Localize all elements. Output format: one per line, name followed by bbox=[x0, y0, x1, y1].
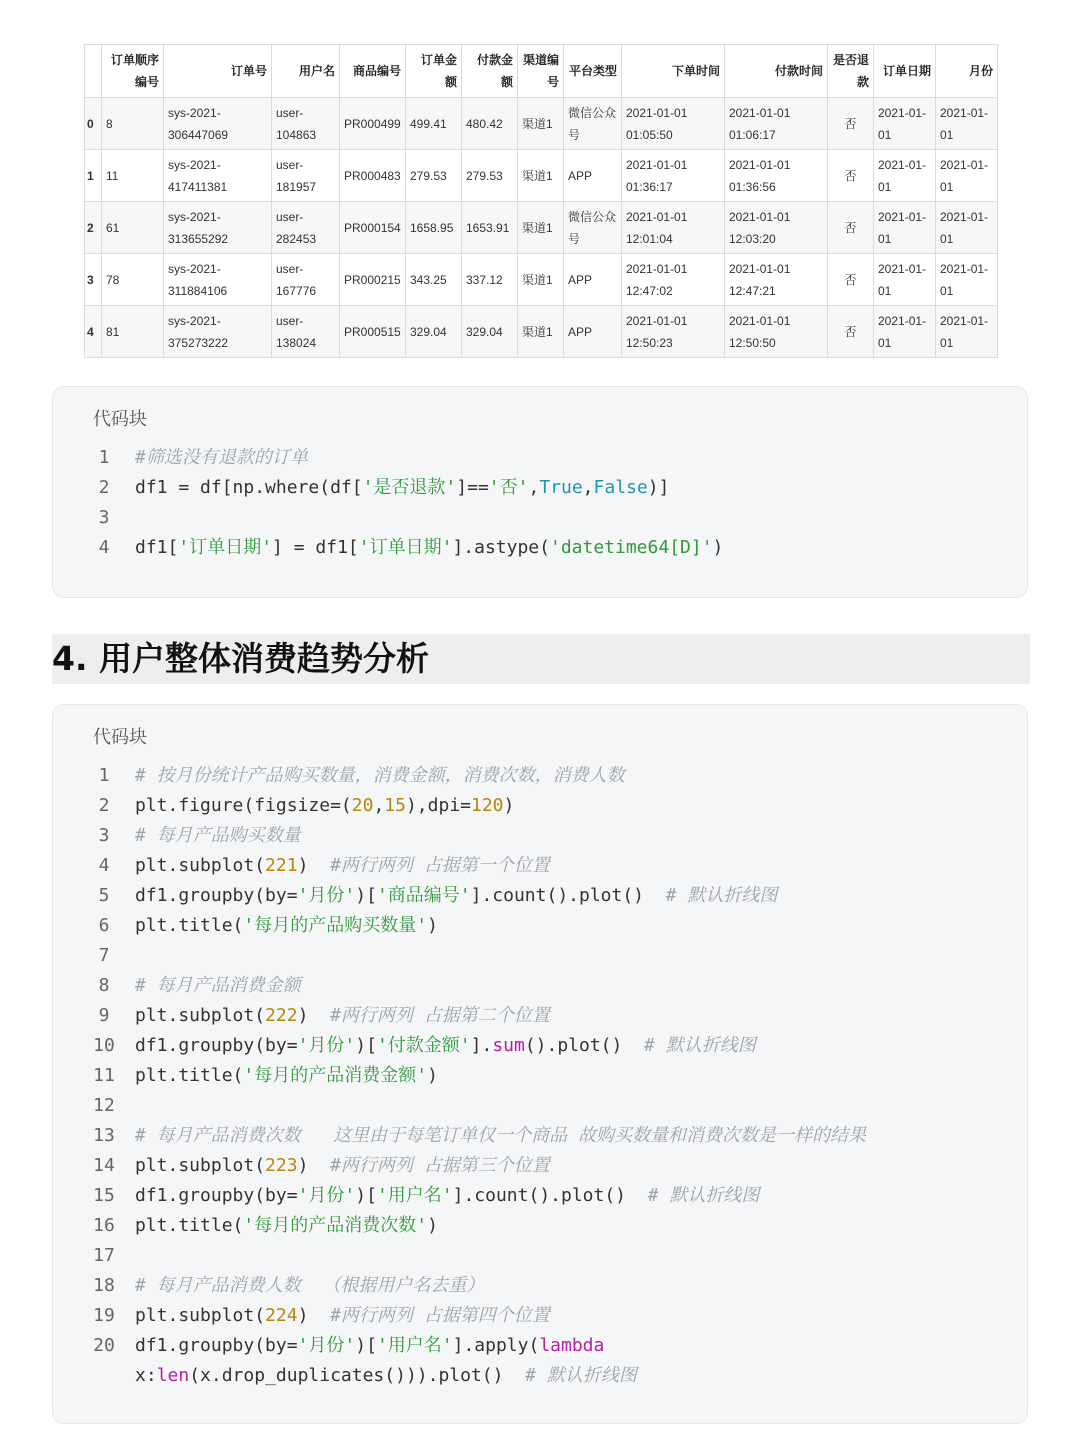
table-cell: 2021-01-01 01:36:17 bbox=[622, 150, 725, 202]
row-index: 4 bbox=[85, 306, 102, 358]
column-header: 订单日期 bbox=[874, 45, 936, 98]
code-token: #两行两列 占据第二个位置 bbox=[330, 1005, 550, 1026]
table-cell: sys-2021- 313655292 bbox=[164, 202, 272, 254]
code-text bbox=[135, 473, 669, 503]
table-cell: 329.04 bbox=[406, 306, 462, 358]
line-number: 4 bbox=[98, 855, 110, 876]
code-token: ]== bbox=[456, 477, 489, 498]
table-cell: 337.12 bbox=[462, 254, 518, 306]
table-cell: 329.04 bbox=[462, 306, 518, 358]
code-token: plt.subplot( bbox=[135, 1305, 266, 1326]
table-cell: user- 181957 bbox=[272, 150, 340, 202]
code-token: '月份' bbox=[297, 1335, 356, 1356]
code-line bbox=[53, 1361, 1027, 1391]
code-token: 'datetime64[D]' bbox=[549, 537, 713, 558]
code-token: '每月的产品消费次数' bbox=[243, 1215, 428, 1236]
code-line bbox=[53, 1001, 1027, 1031]
table-cell: 480.42 bbox=[462, 98, 518, 150]
code-lines bbox=[53, 761, 1027, 1391]
code-token: 120 bbox=[471, 795, 504, 816]
code-line bbox=[53, 791, 1027, 821]
table-cell: sys-2021- 306447069 bbox=[164, 98, 272, 150]
table-cell: 2021-01- 01 bbox=[874, 202, 936, 254]
code-text bbox=[135, 1121, 866, 1151]
line-number: 1 bbox=[98, 447, 110, 468]
code-token: df1.groupby(by= bbox=[135, 885, 298, 906]
row-index: 2 bbox=[85, 202, 102, 254]
code-token: df1 = df[np.where(df[ bbox=[135, 477, 363, 498]
line-number: 13 bbox=[93, 1125, 115, 1146]
code-token: False bbox=[593, 477, 648, 498]
code-token: x: bbox=[135, 1365, 157, 1386]
table-cell: 279.53 bbox=[462, 150, 518, 202]
code-token: lambda bbox=[539, 1335, 605, 1356]
code-token: , bbox=[528, 477, 540, 498]
code-line bbox=[53, 1301, 1027, 1331]
line-number: 11 bbox=[93, 1065, 115, 1086]
code-line bbox=[53, 1091, 1027, 1121]
dataframe-table bbox=[84, 44, 998, 358]
code-token: '月份' bbox=[297, 1035, 356, 1056]
table-row bbox=[85, 254, 998, 306]
code-line bbox=[53, 1031, 1027, 1061]
column-header: 订单金 额 bbox=[406, 45, 462, 98]
table-cell: 渠道1 bbox=[518, 306, 564, 358]
table-cell: PR000499 bbox=[340, 98, 406, 150]
table-cell: 1658.95 bbox=[406, 202, 462, 254]
code-token: '否' bbox=[488, 477, 529, 498]
table-header-row bbox=[85, 45, 998, 98]
line-number: 20 bbox=[93, 1335, 115, 1356]
code-token: # 默认折线图 bbox=[525, 1365, 637, 1386]
code-token: # 每月产品购买数量 bbox=[135, 825, 301, 846]
code-token: )] bbox=[647, 477, 670, 498]
table-cell: 499.41 bbox=[406, 98, 462, 150]
code-token: 15 bbox=[384, 795, 406, 816]
code-token: ] = df1[ bbox=[272, 537, 359, 558]
table-row bbox=[85, 98, 998, 150]
column-header: 下单时间 bbox=[622, 45, 725, 98]
code-token: ),dpi= bbox=[405, 795, 471, 816]
line-number: 18 bbox=[93, 1275, 115, 1296]
code-token: ) bbox=[712, 537, 724, 558]
code-text bbox=[135, 533, 723, 563]
line-number: 14 bbox=[93, 1155, 115, 1176]
table-row bbox=[85, 202, 998, 254]
code-token: )[ bbox=[355, 885, 377, 906]
code-token: '月份' bbox=[297, 1185, 356, 1206]
code-token: #两行两列 占据第一个位置 bbox=[330, 855, 550, 876]
code-token: '月份' bbox=[297, 885, 356, 906]
table-cell: 微信公众 号 bbox=[564, 202, 622, 254]
index-header bbox=[85, 45, 102, 98]
code-token: df1.groupby(by= bbox=[135, 1035, 298, 1056]
table-cell: 2021-01-01 12:47:21 bbox=[725, 254, 828, 306]
code-token: '用户名' bbox=[376, 1185, 453, 1206]
code-token: ].count().plot() bbox=[452, 1185, 648, 1206]
code-text bbox=[135, 1151, 550, 1181]
code-text bbox=[135, 851, 550, 881]
table-cell: 微信公众 号 bbox=[564, 98, 622, 150]
code-text bbox=[135, 881, 777, 911]
table-cell: APP bbox=[564, 150, 622, 202]
table-cell: 2021-01- 01 bbox=[874, 254, 936, 306]
code-block-title: 代码块 bbox=[93, 409, 147, 430]
code-token: , bbox=[373, 795, 385, 816]
table-cell: 2021-01-01 01:06:17 bbox=[725, 98, 828, 150]
code-token: 20 bbox=[351, 795, 374, 816]
code-token: # 按月份统计产品购买数量，消费金额，消费次数，消费人数 bbox=[135, 765, 625, 786]
table-cell: 否 bbox=[828, 306, 874, 358]
code-token: # 每月产品消费金额 bbox=[135, 975, 301, 996]
code-token: # 默认折线图 bbox=[647, 1185, 760, 1206]
code-token: #筛选没有退款的订单 bbox=[135, 447, 308, 468]
table-cell: 2021-01- 01 bbox=[936, 306, 998, 358]
table-cell: sys-2021- 375273222 bbox=[164, 306, 272, 358]
code-token: , bbox=[582, 477, 594, 498]
code-token: 223 bbox=[265, 1155, 298, 1176]
code-block-1 bbox=[52, 386, 1028, 598]
table-cell: APP bbox=[564, 254, 622, 306]
column-header: 商品编号 bbox=[340, 45, 406, 98]
line-number: 15 bbox=[93, 1185, 115, 1206]
code-line bbox=[53, 971, 1027, 1001]
table-cell: 2021-01-01 12:50:23 bbox=[622, 306, 725, 358]
code-text bbox=[135, 1361, 637, 1391]
code-line bbox=[53, 443, 1027, 473]
code-line bbox=[53, 533, 1027, 563]
line-number: 3 bbox=[98, 825, 110, 846]
code-text bbox=[135, 971, 301, 1001]
line-number: 7 bbox=[98, 945, 110, 966]
code-token: '订单日期' bbox=[358, 537, 453, 558]
code-block-2 bbox=[52, 704, 1028, 1424]
code-token: '每月的产品消费金额' bbox=[243, 1065, 428, 1086]
table-cell: 2021-01- 01 bbox=[874, 150, 936, 202]
code-lines bbox=[53, 443, 1027, 563]
column-header: 订单号 bbox=[164, 45, 272, 98]
code-token: df1.groupby(by= bbox=[135, 1335, 298, 1356]
line-number: 3 bbox=[98, 507, 110, 528]
code-token: '每月的产品购买数量' bbox=[243, 915, 428, 936]
code-token: len bbox=[156, 1365, 190, 1386]
table-cell: user- 167776 bbox=[272, 254, 340, 306]
code-token: plt.subplot( bbox=[135, 1005, 266, 1026]
table-cell: 渠道1 bbox=[518, 202, 564, 254]
table-cell: 2021-01-01 12:50:50 bbox=[725, 306, 828, 358]
row-index: 1 bbox=[85, 150, 102, 202]
column-header: 付款时间 bbox=[725, 45, 828, 98]
table-cell: 81 bbox=[102, 306, 164, 358]
code-token: ]. bbox=[470, 1035, 493, 1056]
table-cell: 否 bbox=[828, 254, 874, 306]
column-header: 渠道编 号 bbox=[518, 45, 564, 98]
code-token: # 每月产品消费人数 （根据用户名去重） bbox=[135, 1275, 485, 1296]
code-token: ) bbox=[297, 1305, 331, 1326]
code-token: '用户名' bbox=[376, 1335, 453, 1356]
code-text bbox=[135, 761, 625, 791]
table-cell: 2021-01-01 12:03:20 bbox=[725, 202, 828, 254]
table-cell: 78 bbox=[102, 254, 164, 306]
code-token: )[ bbox=[355, 1335, 377, 1356]
code-text bbox=[135, 1301, 550, 1331]
table-cell: 1653.91 bbox=[462, 202, 518, 254]
code-token: '商品编号' bbox=[376, 885, 471, 906]
row-index: 0 bbox=[85, 98, 102, 150]
line-number: 2 bbox=[98, 477, 110, 498]
table-cell: 2021-01-01 12:01:04 bbox=[622, 202, 725, 254]
table-cell: 渠道1 bbox=[518, 98, 564, 150]
code-text bbox=[135, 1001, 550, 1031]
table-cell: 8 bbox=[102, 98, 164, 150]
code-text bbox=[135, 821, 301, 851]
code-token: )[ bbox=[355, 1035, 377, 1056]
line-number: 17 bbox=[93, 1245, 115, 1266]
code-token: '是否退款' bbox=[362, 477, 457, 498]
column-header: 用户名 bbox=[272, 45, 340, 98]
table-cell: 279.53 bbox=[406, 150, 462, 202]
code-token: ) bbox=[297, 855, 331, 876]
code-token: (x.drop_duplicates())).plot() bbox=[189, 1365, 526, 1386]
table-cell: 2021-01- 01 bbox=[936, 150, 998, 202]
table-cell: user- 282453 bbox=[272, 202, 340, 254]
line-number: 6 bbox=[98, 915, 110, 936]
code-line bbox=[53, 1241, 1027, 1271]
code-line bbox=[53, 1211, 1027, 1241]
line-number: 4 bbox=[98, 537, 110, 558]
table-row bbox=[85, 150, 998, 202]
code-token: plt.title( bbox=[135, 915, 244, 936]
table-cell: sys-2021- 417411381 bbox=[164, 150, 272, 202]
code-token: ) bbox=[503, 795, 515, 816]
code-line bbox=[53, 1331, 1027, 1361]
table-cell: 2021-01- 01 bbox=[874, 98, 936, 150]
table-cell: 2021-01-01 01:36:56 bbox=[725, 150, 828, 202]
code-text bbox=[135, 1061, 438, 1091]
code-block-title: 代码块 bbox=[93, 727, 147, 748]
code-token: # 每月产品消费次数 这里由于每笔订单仅一个商品 故购买数量和消费次数是一样的结果 bbox=[135, 1125, 867, 1146]
line-number: 8 bbox=[98, 975, 110, 996]
code-token: ].astype( bbox=[452, 537, 550, 558]
code-line bbox=[53, 1151, 1027, 1181]
line-number: 19 bbox=[93, 1305, 115, 1326]
line-number: 5 bbox=[98, 885, 110, 906]
code-token: plt.title( bbox=[135, 1065, 244, 1086]
code-token: 222 bbox=[265, 1005, 298, 1026]
table-cell: PR000154 bbox=[340, 202, 406, 254]
code-line bbox=[53, 1121, 1027, 1151]
code-token: ) bbox=[297, 1005, 331, 1026]
code-line bbox=[53, 941, 1027, 971]
code-token: plt.title( bbox=[135, 1215, 244, 1236]
code-text bbox=[135, 791, 514, 821]
line-number: 2 bbox=[98, 795, 110, 816]
table-cell: 2021-01- 01 bbox=[874, 306, 936, 358]
table-cell: 渠道1 bbox=[518, 254, 564, 306]
table-header bbox=[85, 45, 998, 98]
table-cell: 61 bbox=[102, 202, 164, 254]
code-text bbox=[135, 1331, 604, 1361]
code-token: 221 bbox=[265, 855, 298, 876]
table-cell: user- 104863 bbox=[272, 98, 340, 150]
table-cell: PR000483 bbox=[340, 150, 406, 202]
table-cell: user- 138024 bbox=[272, 306, 340, 358]
code-token: ) bbox=[427, 915, 438, 936]
code-line bbox=[53, 851, 1027, 881]
line-number: 16 bbox=[93, 1215, 115, 1236]
line-number: 12 bbox=[93, 1095, 115, 1116]
code-token: ) bbox=[427, 1065, 438, 1086]
table-cell: 否 bbox=[828, 150, 874, 202]
column-header: 订单顺序 编号 bbox=[102, 45, 164, 98]
code-line bbox=[53, 911, 1027, 941]
table-cell: sys-2021- 311884106 bbox=[164, 254, 272, 306]
code-line bbox=[53, 503, 1027, 533]
code-token: plt.figure(figsize=( bbox=[135, 795, 352, 816]
code-token: plt.subplot( bbox=[135, 1155, 266, 1176]
code-token: # 默认折线图 bbox=[665, 885, 778, 906]
code-token: '付款金额' bbox=[376, 1035, 471, 1056]
table-cell: 2021-01-01 01:05:50 bbox=[622, 98, 725, 150]
table-row bbox=[85, 306, 998, 358]
row-index: 3 bbox=[85, 254, 102, 306]
code-token: ().plot() bbox=[524, 1035, 645, 1056]
code-token: ].apply( bbox=[452, 1335, 540, 1356]
line-number: 10 bbox=[93, 1035, 115, 1056]
table-cell: PR000515 bbox=[340, 306, 406, 358]
code-token: #两行两列 占据第四个位置 bbox=[330, 1305, 550, 1326]
code-token: df1[ bbox=[135, 537, 179, 558]
code-line bbox=[53, 1181, 1027, 1211]
table-cell: 2021-01- 01 bbox=[936, 98, 998, 150]
column-header: 月份 bbox=[936, 45, 998, 98]
code-token: #两行两列 占据第三个位置 bbox=[330, 1155, 550, 1176]
code-text bbox=[135, 911, 438, 941]
table-cell: 否 bbox=[828, 202, 874, 254]
section-heading: 4. 用户整体消费趋势分析 bbox=[52, 634, 1030, 684]
code-line bbox=[53, 1271, 1027, 1301]
line-number: 1 bbox=[98, 765, 110, 786]
code-token: True bbox=[539, 477, 583, 498]
code-token: )[ bbox=[355, 1185, 377, 1206]
code-line bbox=[53, 1061, 1027, 1091]
code-token: ) bbox=[297, 1155, 331, 1176]
code-text bbox=[135, 1031, 756, 1061]
code-token: sum bbox=[492, 1035, 525, 1056]
code-token: ) bbox=[427, 1215, 438, 1236]
code-token: 224 bbox=[265, 1305, 298, 1326]
code-text bbox=[135, 443, 308, 473]
code-text bbox=[135, 1211, 438, 1241]
table-cell: PR000215 bbox=[340, 254, 406, 306]
column-header: 是否退 款 bbox=[828, 45, 874, 98]
table-cell: 渠道1 bbox=[518, 150, 564, 202]
code-line bbox=[53, 881, 1027, 911]
table-cell: 2021-01-01 12:47:02 bbox=[622, 254, 725, 306]
table-cell: 343.25 bbox=[406, 254, 462, 306]
table-cell: APP bbox=[564, 306, 622, 358]
column-header: 平台类型 bbox=[564, 45, 622, 98]
table-body bbox=[85, 98, 998, 358]
line-number: 9 bbox=[98, 1005, 110, 1026]
column-header: 付款金 额 bbox=[462, 45, 518, 98]
code-token: df1.groupby(by= bbox=[135, 1185, 298, 1206]
table-cell: 11 bbox=[102, 150, 164, 202]
code-token: # 默认折线图 bbox=[644, 1035, 756, 1056]
table-cell: 否 bbox=[828, 98, 874, 150]
table-cell: 2021-01- 01 bbox=[936, 202, 998, 254]
code-line bbox=[53, 761, 1027, 791]
dataframe-table-wrapper bbox=[84, 44, 998, 358]
code-token: '订单日期' bbox=[178, 537, 273, 558]
code-token: ].count().plot() bbox=[470, 885, 666, 906]
table-cell: 2021-01- 01 bbox=[936, 254, 998, 306]
code-token: plt.subplot( bbox=[135, 855, 266, 876]
code-line bbox=[53, 473, 1027, 503]
code-line bbox=[53, 821, 1027, 851]
code-text bbox=[135, 1271, 484, 1301]
code-text bbox=[135, 1181, 759, 1211]
